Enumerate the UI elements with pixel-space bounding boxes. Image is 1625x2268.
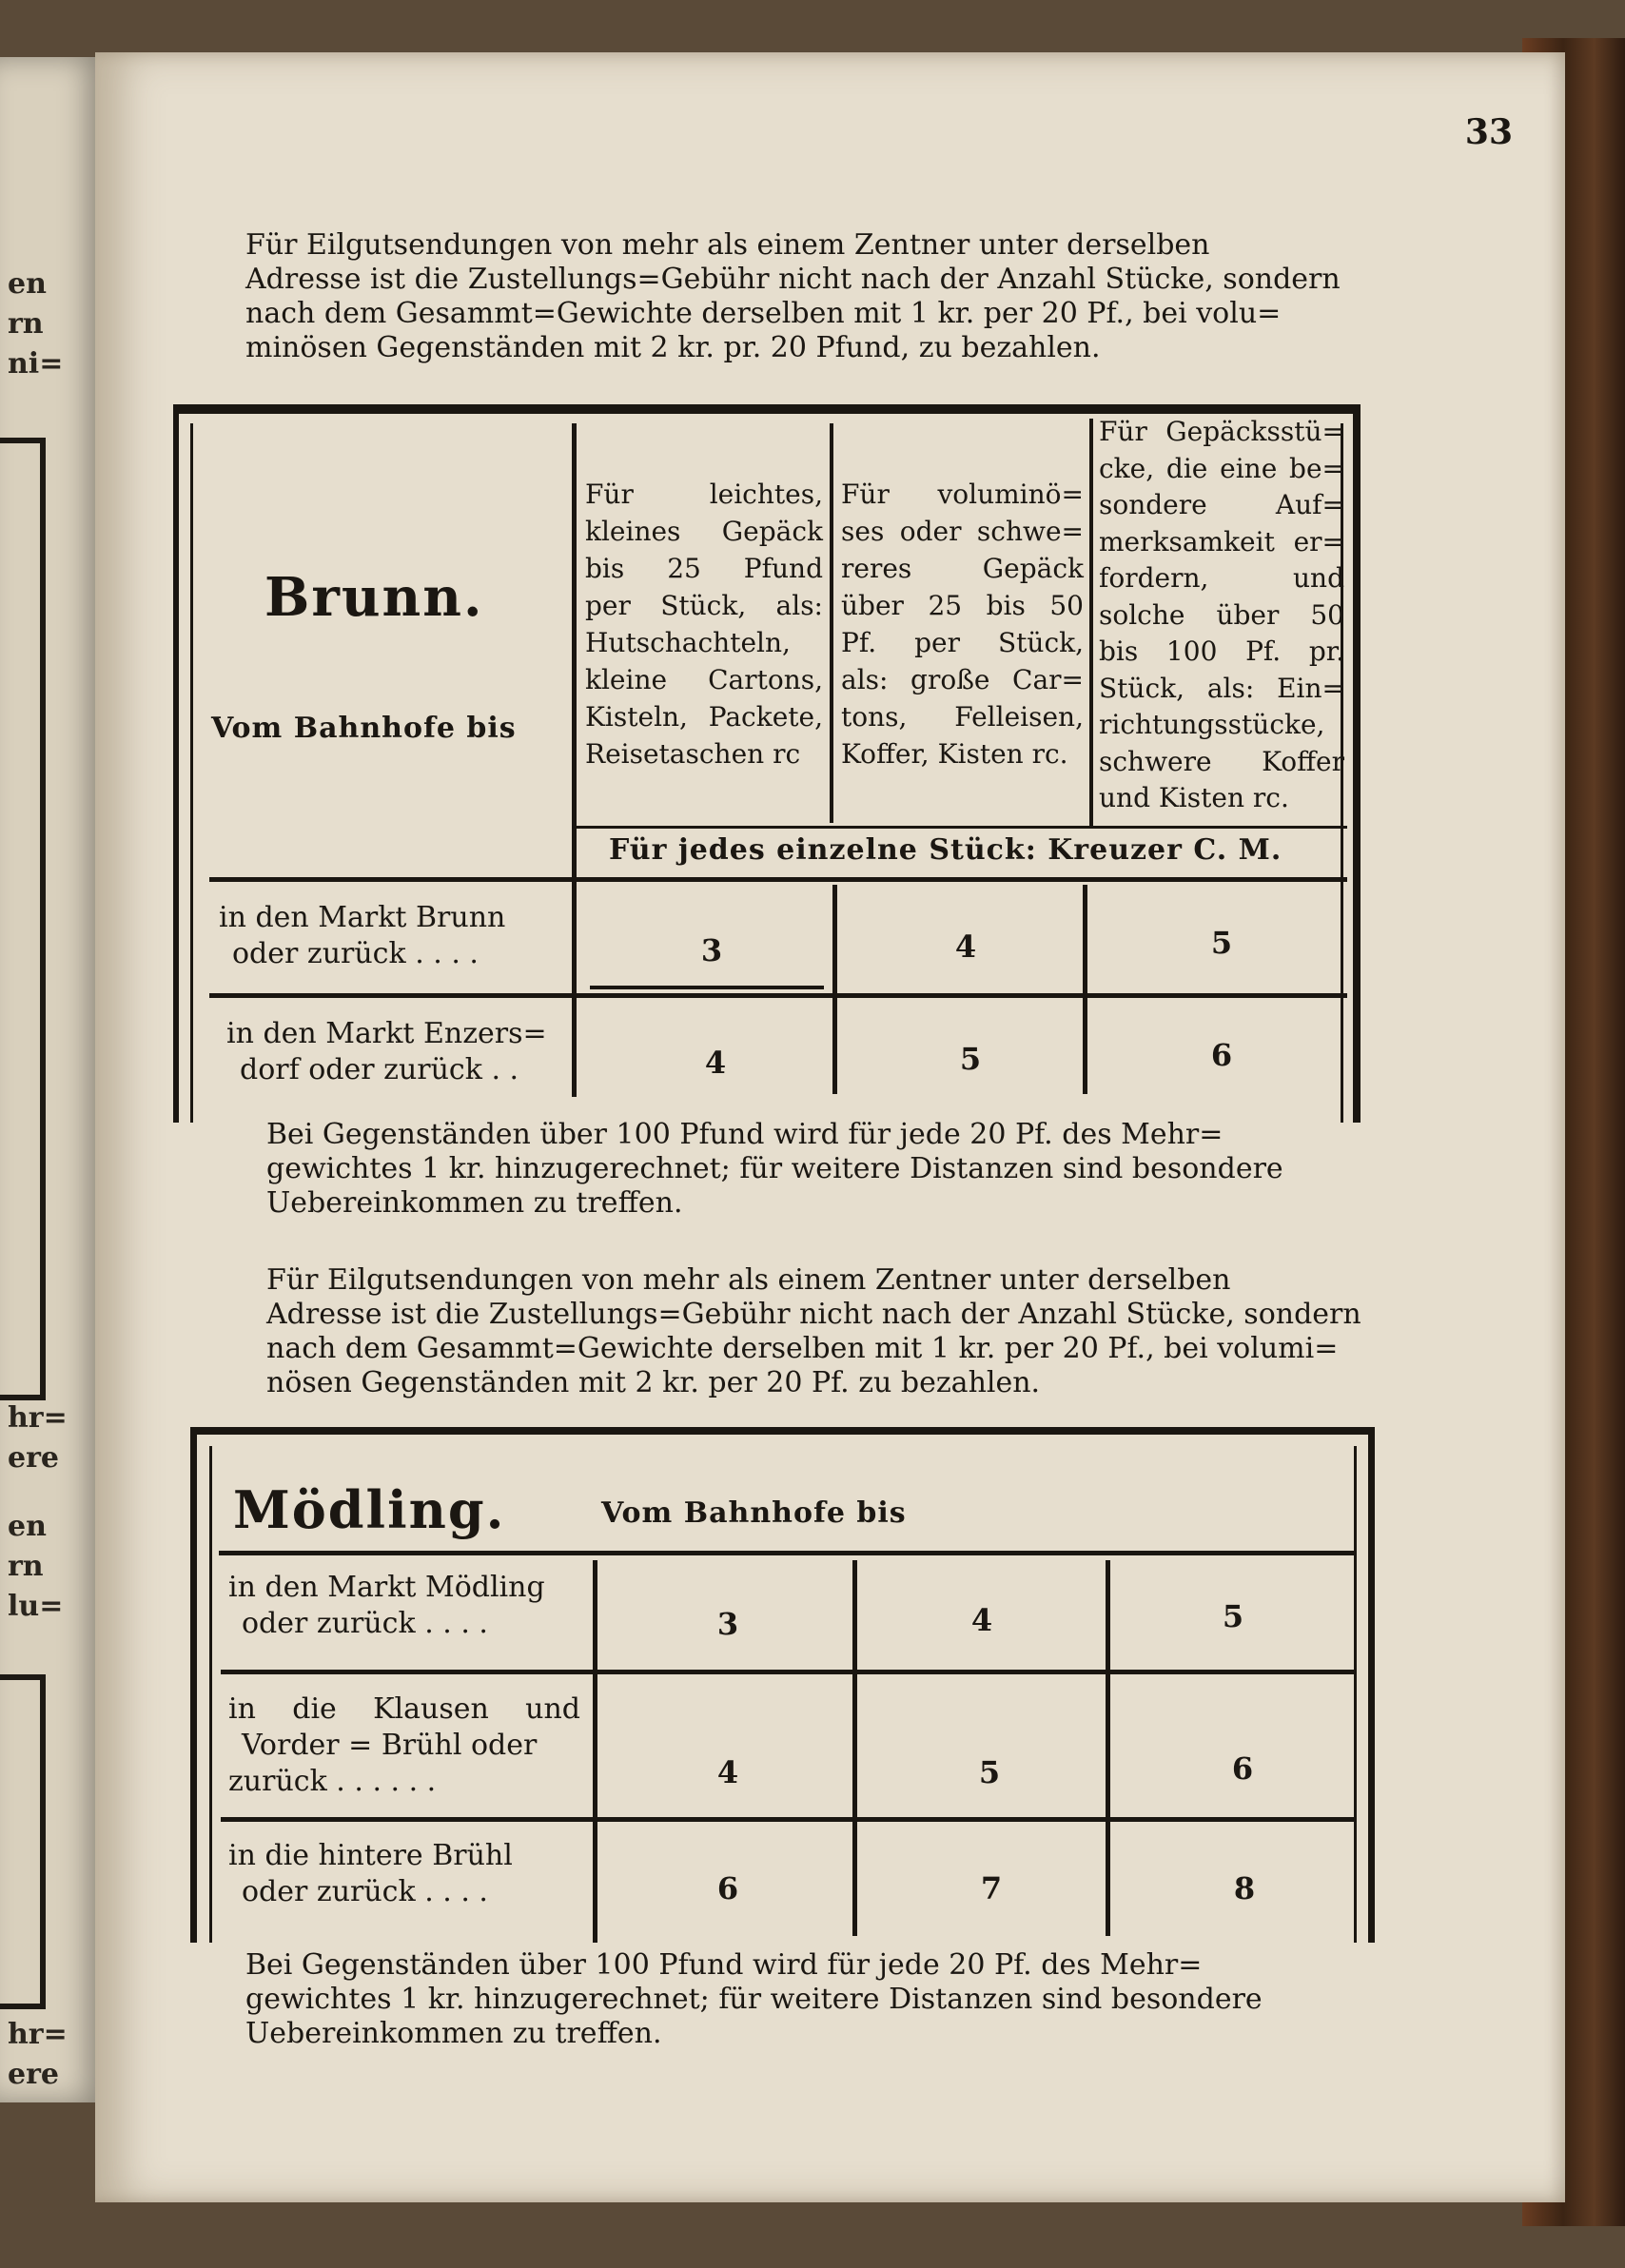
from-station-label: Vom Bahnhofe bis: [211, 712, 517, 745]
price-cell: 6: [716, 1870, 739, 1906]
previous-page-edge: [0, 57, 105, 2102]
header-line: Koffer, Kisten rc.: [841, 738, 1068, 770]
text-line: gewichtes 1 kr. hinzugerechnet; für weitere Distanzen sind besondere: [266, 1152, 1283, 1185]
header-line: solche über 50: [1099, 598, 1344, 631]
price-cell: 6: [1231, 1750, 1254, 1787]
fragment: rn: [8, 307, 44, 341]
fragment: ni=: [8, 347, 64, 381]
price-cell: 4: [704, 1045, 727, 1081]
column-divider: [830, 423, 833, 823]
price-cell: 6: [1210, 1037, 1233, 1073]
header-line: Reisetaschen rc: [585, 738, 801, 770]
label-line: in den Markt Enzers=: [226, 1017, 547, 1050]
price-cell: 4: [716, 1754, 739, 1790]
row-rule: [221, 1670, 1355, 1674]
header-line: Hutschachteln,: [585, 627, 791, 658]
header-line: Pf. per Stück,: [841, 627, 1084, 658]
text-line: Uebereinkommen zu treffen.: [245, 2017, 662, 2050]
price-cell: 5: [1210, 925, 1233, 961]
row-rule: [209, 993, 1347, 998]
header-line: richtungsstücke,: [1099, 709, 1325, 740]
price-cell: 4: [954, 929, 977, 965]
header-line: Kisteln, Packete,: [585, 701, 823, 733]
label-line: oder zurück . . . .: [242, 1875, 488, 1908]
destination-label: [228, 1570, 545, 1642]
fragment: rn: [8, 1550, 44, 1583]
text-line: Adresse ist die Zustellungs=Gebühr nicht nach der Anzahl Stücke, sondern: [266, 1298, 1361, 1331]
label-line: in den Markt Mödling: [228, 1571, 545, 1604]
fragment: hr=: [8, 2018, 68, 2051]
header-line: Stück, als: Ein=: [1099, 672, 1344, 704]
column-divider: [832, 885, 837, 1094]
column-divider: [1083, 885, 1087, 1094]
header-line: fordern, und: [1099, 562, 1344, 594]
header-line: reres Gepäck: [841, 553, 1084, 584]
header-line: Für Gepäcksstü=: [1099, 416, 1344, 447]
text-line: nach dem Gesammt=Gewichte derselben mit 1 kr. per 20 Pf., bei volu=: [245, 297, 1282, 330]
column-divider: [1089, 419, 1093, 828]
price-cell: 5: [959, 1041, 982, 1077]
label-line: in den Markt Brunn: [219, 901, 506, 934]
text-line: Für Eilgutsendungen von mehr als einem Zentner unter derselben: [266, 1263, 1231, 1297]
fragment: hr=: [8, 1401, 68, 1435]
header-line: cke, die eine be=: [1099, 452, 1344, 484]
cell-rule: [590, 986, 824, 989]
column-header-bulky-luggage: [841, 476, 1084, 772]
from-station-label: Vom Bahnhofe bis: [601, 1496, 907, 1530]
text-line: gewichtes 1 kr. hinzugerechnet; für weitere Distanzen sind besondere: [245, 1983, 1263, 2016]
fragment: lu=: [8, 1590, 64, 1623]
price-cell: 4: [970, 1602, 993, 1638]
header-line: über 25 bis 50: [841, 590, 1084, 621]
text-line: Bei Gegenständen über 100 Pfund wird für jede 20 Pf. des Mehr=: [245, 1948, 1203, 1982]
header-line: merksamkeit er=: [1099, 525, 1344, 557]
header-line: kleine Cartons,: [585, 664, 823, 695]
text-line: Adresse ist die Zustellungs=Gebühr nicht nach der Anzahl Stücke, sondern: [245, 263, 1341, 296]
text-line: Uebereinkommen zu treffen.: [266, 1186, 683, 1220]
text-line: minösen Gegenständen mit 2 kr. pr. 20 Pfund, zu bezahlen.: [245, 331, 1101, 364]
text-line: Für Eilgutsendungen von mehr als einem Zentner unter derselben: [245, 228, 1210, 262]
label-line: oder zurück . . . .: [242, 1607, 488, 1640]
fragment: en: [8, 1510, 47, 1543]
column-divider: [852, 1560, 857, 1936]
paragraph-overweight-rule-1: [190, 1118, 1370, 1221]
paragraph-delivery-rules-2: [190, 1263, 1370, 1400]
row-rule: [221, 1817, 1355, 1822]
header-line: bis 100 Pf. pr.: [1099, 635, 1344, 667]
price-cell: 5: [978, 1754, 1001, 1790]
label-line: oder zurück . . . .: [232, 937, 479, 970]
column-header-special-luggage: [1099, 414, 1344, 817]
header-line: Für leichtes,: [585, 479, 823, 510]
fragment: ere: [8, 2058, 59, 2091]
fragment: ere: [8, 1441, 59, 1475]
column-divider: [1106, 1560, 1110, 1936]
table-border-fragment: [0, 438, 46, 1400]
label-line: dorf oder zurück . .: [240, 1053, 519, 1086]
header-line: per Stück, als:: [585, 590, 823, 621]
destination-label: [226, 1016, 547, 1088]
price-cell: 7: [980, 1870, 1003, 1906]
column-header-light-luggage: [585, 476, 823, 772]
label-line: in die Klausen und: [228, 1692, 580, 1726]
price-unit-header: Für jedes einzelne Stück: Kreuzer C. M.: [609, 833, 1282, 867]
price-cell: 3: [700, 932, 723, 968]
price-cell: 3: [716, 1606, 739, 1642]
header-rule: [219, 1551, 1356, 1555]
header-line: Für voluminö=: [841, 479, 1084, 510]
header-line: sondere Auf=: [1099, 489, 1344, 520]
row-rule: [209, 877, 1347, 882]
destination-label: [228, 1691, 580, 1800]
station-title-moedling: Mödling.: [233, 1479, 506, 1540]
header-line: kleines Gepäck: [585, 516, 823, 547]
label-line: in die hintere Brühl: [228, 1839, 513, 1872]
paragraph-overweight-rule-2: [169, 1948, 1370, 2051]
fragment: en: [8, 267, 47, 301]
header-line: ses oder schwe=: [841, 516, 1084, 547]
price-cell: 5: [1222, 1598, 1244, 1634]
table-border-fragment: [0, 1674, 46, 2009]
column-divider: [593, 1560, 597, 1943]
header-line: und Kisten rc.: [1099, 782, 1289, 813]
destination-label: [228, 1838, 513, 1910]
destination-label: [219, 900, 505, 972]
label-line: Vorder = Brühl oder: [242, 1729, 538, 1762]
header-line: bis 25 Pfund: [585, 553, 823, 584]
station-title-brunn: Brunn.: [264, 566, 484, 629]
header-rule: [577, 826, 1347, 829]
page-number: 33: [1464, 112, 1513, 152]
text-line: nach dem Gesammt=Gewichte derselben mit 1 kr. per 20 Pf., bei volumi=: [266, 1332, 1339, 1365]
text-line: Bei Gegenständen über 100 Pfund wird für jede 20 Pf. des Mehr=: [266, 1118, 1224, 1151]
header-line: als: große Car=: [841, 664, 1084, 695]
header-line: schwere Koffer: [1099, 745, 1344, 777]
paragraph-delivery-rules-1: [169, 228, 1370, 365]
label-line: zurück . . . . . .: [228, 1765, 437, 1798]
header-line: tons, Felleisen,: [841, 701, 1084, 733]
price-cell: 8: [1233, 1870, 1256, 1906]
text-line: nösen Gegenständen mit 2 kr. per 20 Pf. zu bezahlen.: [266, 1366, 1041, 1399]
